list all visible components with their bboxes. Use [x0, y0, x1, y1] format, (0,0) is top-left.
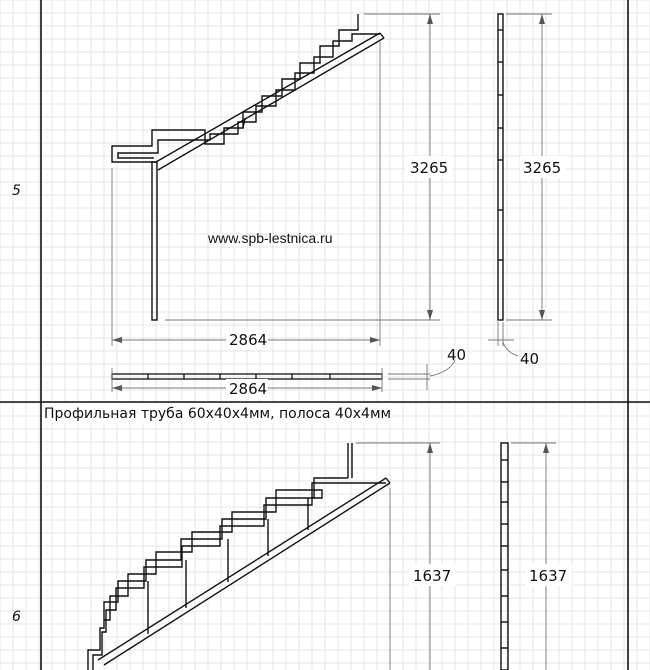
width-dimension-front-5: 2864	[229, 331, 268, 349]
width-dimension-strip-5: 2864	[229, 380, 268, 398]
stair-elevation-6	[88, 443, 390, 670]
material-caption: Профильная труба 60х40х4мм, полоса 40х4мм	[44, 406, 392, 422]
height-dimension-side-5: 3265	[523, 159, 562, 177]
thickness-dimension-side-5: 40	[520, 350, 540, 368]
side-view-5	[498, 14, 503, 320]
height-dimension-front-5: 3265	[410, 159, 449, 177]
stair-elevation-5	[112, 14, 384, 320]
height-dimension-side-6: 1637	[529, 567, 568, 585]
height-dimension-front-6: 1637	[413, 567, 452, 585]
thickness-dimension-strip-5: 40	[447, 346, 467, 364]
dimension-arrows-6	[427, 443, 549, 453]
row-label-5: 5	[12, 183, 21, 199]
dimensions-6	[356, 443, 556, 670]
row-label-6: 6	[12, 609, 21, 625]
watermark-url: www.spb-lestnica.ru	[208, 230, 333, 246]
dimensions-5	[112, 14, 552, 392]
